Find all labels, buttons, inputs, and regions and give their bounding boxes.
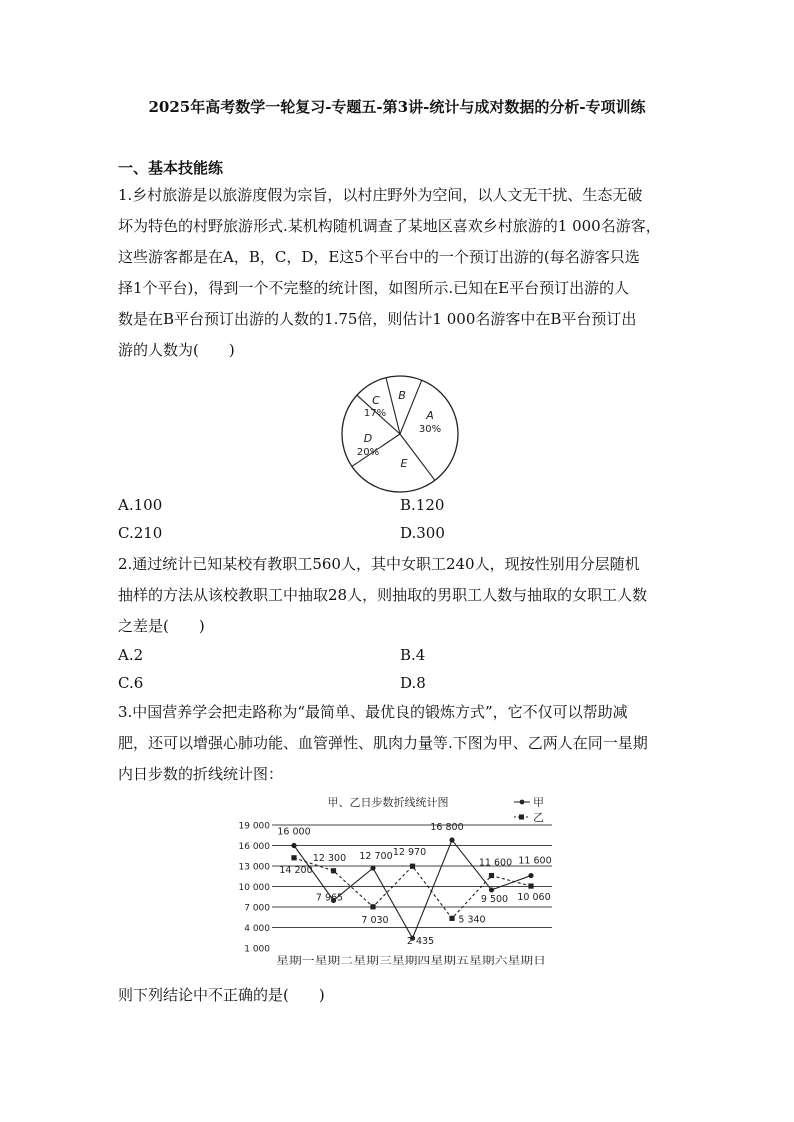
data-label: 9 500 xyxy=(480,893,509,905)
pie-slice-label: B xyxy=(398,389,406,402)
data-point-jia xyxy=(528,873,533,878)
y-tick-label: 16 000 xyxy=(238,842,270,852)
text-line: 这些游客都是在A，B，C，D，E这5个平台中的一个预订出游的(每名游客只选 xyxy=(118,248,640,266)
data-point-jia xyxy=(291,843,296,848)
pie-slice-percent: 30% xyxy=(418,424,442,435)
data-point-jia xyxy=(489,887,494,892)
data-label: 2 435 xyxy=(406,936,435,948)
y-tick-label: 4 000 xyxy=(244,924,270,934)
data-label: 12 700 xyxy=(359,851,393,863)
data-point-jia xyxy=(449,837,454,842)
question-3-text xyxy=(118,697,696,790)
data-label: 10 060 xyxy=(517,892,551,904)
text-line: 3.中国营养学会把走路称为“最简单、最优良的锻炼方式”，它不仅可以帮助减 xyxy=(118,703,628,721)
data-point-yi xyxy=(489,873,494,878)
q1-option-c: C.210 xyxy=(118,524,163,542)
pie-slice-percent: 20% xyxy=(356,447,380,458)
question-1-text xyxy=(118,180,696,366)
data-point-yi xyxy=(331,868,336,873)
q2-option-c: C.6 xyxy=(118,674,144,692)
y-tick-label: 13 000 xyxy=(238,862,270,873)
question-2-text xyxy=(118,549,696,642)
page-title: 2025年高考数学一轮复习-专题五-第3讲-统计与成对数据的分析-专项训练 xyxy=(148,98,646,116)
q2-option-d: D.8 xyxy=(400,674,426,692)
pie-slice-label: E xyxy=(400,457,408,470)
text-line: 数是在B平台预订出游的人数的1.75倍，则估计1 000名游客中在B平台预订出 xyxy=(118,310,637,328)
data-point-yi xyxy=(449,916,454,921)
data-label: 7 030 xyxy=(361,914,389,926)
chart-title: 甲、乙日步数折线统计图 xyxy=(327,796,449,809)
legend-label: 乙 xyxy=(533,811,544,824)
data-label: 16 800 xyxy=(430,822,464,834)
data-point-yi xyxy=(528,883,533,888)
pie-slice-label: D xyxy=(363,432,373,445)
q2-option-a: A.2 xyxy=(118,646,144,664)
text-line: 2.通过统计已知某校有教职工560人，其中女职工240人，现按性别用分层随机 xyxy=(118,555,640,573)
pie-chart xyxy=(338,372,462,496)
data-point-yi xyxy=(370,904,375,909)
y-tick-label: 7 000 xyxy=(244,903,270,914)
q1-option-d: D.300 xyxy=(400,524,445,542)
question-3-prompt: 则下列结论中不正确的是( ) xyxy=(118,986,325,1004)
data-point-yi xyxy=(410,864,415,869)
line-chart xyxy=(228,790,558,976)
pie-slice-label: C xyxy=(372,394,380,407)
data-label: 14 200 xyxy=(279,864,313,876)
legend-marker xyxy=(519,815,524,820)
data-label: 16 000 xyxy=(277,826,311,838)
data-label: 7 965 xyxy=(315,892,344,904)
legend-label: 甲 xyxy=(533,796,544,809)
data-point-yi xyxy=(291,855,296,860)
text-line: 肥，还可以增强心肺功能、血管弹性、肌肉力量等.下图为甲、乙两人在同一星期 xyxy=(118,734,648,752)
data-point-jia xyxy=(370,865,375,870)
data-label: 5 340 xyxy=(458,914,486,926)
x-tick-labels: 星期一星期二星期三星期四星期五星期六星期日 xyxy=(276,956,486,967)
legend-marker xyxy=(520,800,525,805)
q1-option-a: A.100 xyxy=(118,496,163,514)
data-label: 12 300 xyxy=(312,852,347,864)
pie-slice-label: A xyxy=(426,409,434,422)
pie-slice-boundary xyxy=(386,378,400,434)
y-tick-label: 1 000 xyxy=(244,944,270,955)
data-label: 12 970 xyxy=(392,847,427,859)
text-line: 之差是( ) xyxy=(118,617,205,635)
text-line: 坏为特色的村野旅游形式.某机构随机调查了某地区喜欢乡村旅游的1 000名游客， xyxy=(118,217,661,235)
y-tick-label: 10 000 xyxy=(238,883,270,893)
pie-slice-percent: 17% xyxy=(363,408,387,419)
data-label: 11 600 xyxy=(518,855,552,867)
y-tick-label: 19 000 xyxy=(238,821,270,832)
text-line: 游的人数为( ) xyxy=(118,341,235,359)
q2-option-b: B.4 xyxy=(400,646,426,664)
section-heading: 一、基本技能练 xyxy=(118,159,224,177)
data-label: 11 600 xyxy=(478,857,513,869)
text-line: 1.乡村旅游是以旅游度假为宗旨，以村庄野外为空间，以人文无干扰、生态无破 xyxy=(118,186,643,204)
text-line: 内日步数的折线统计图： xyxy=(118,765,284,783)
q1-option-b: B.120 xyxy=(400,496,445,514)
text-line: 抽样的方法从该校教职工中抽取28人，则抽取的男职工人数与抽取的女职工人数 xyxy=(118,586,648,604)
text-line: 择1个平台)，得到一个不完整的统计图，如图所示.已知在E平台预订出游的人 xyxy=(118,279,630,297)
